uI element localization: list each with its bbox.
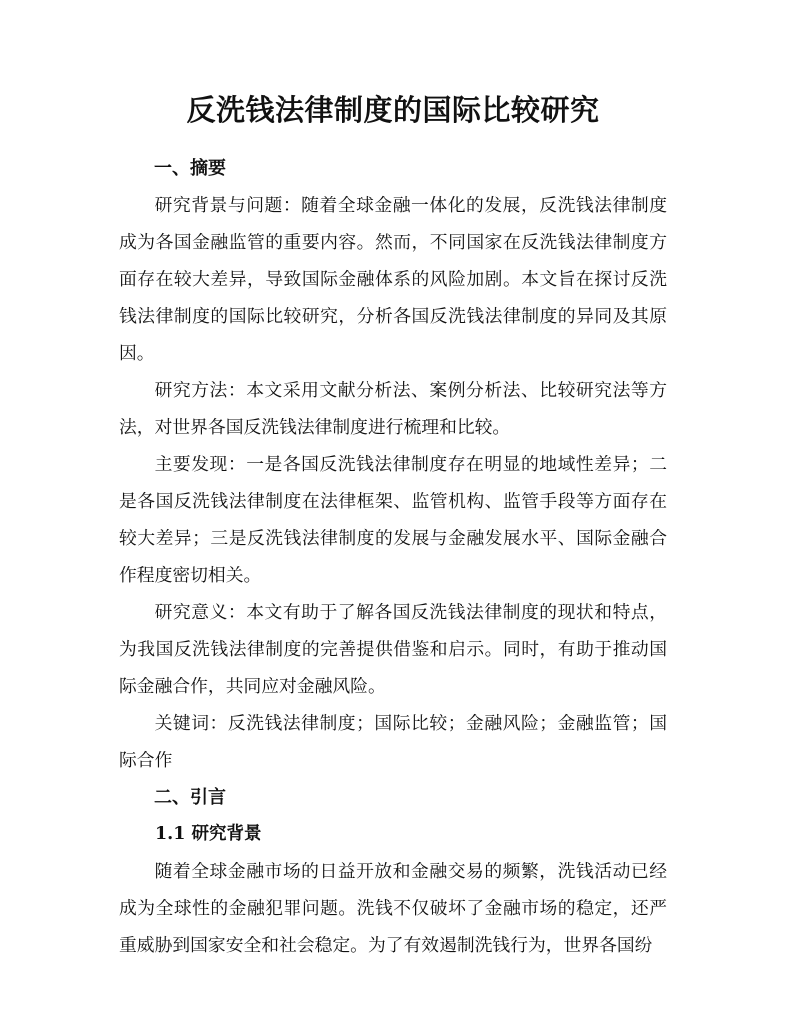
introduction-paragraph: 随着全球金融市场的日益开放和金融交易的频繁，洗钱活动已经成为全球性的金融犯罪问题。洗钱不仅破坏了金融市场的稳定，还严重威胁到国家安全和社会稳定。为了有效遏制洗钱行为，世界各国纷	[119, 861, 667, 956]
abstract-significance-paragraph: 研究意义：本文有助于了解各国反洗钱法律制度的现状和特点，为我国反洗钱法律制度的完善提供借鉴和启示。同时，有助于推动国际金融合作，共同应对金融风险。	[119, 602, 667, 697]
abstract-keywords-paragraph: 关键词：反洗钱法律制度；国际比较；金融风险；金融监管；国际合作	[119, 713, 667, 771]
abstract-methods-paragraph: 研究方法：本文采用文献分析法、案例分析法、比较研究法等方法，对世界各国反洗钱法律制度进行梳理和比较。	[119, 380, 667, 438]
section-heading-abstract: 一、摘要	[154, 158, 226, 179]
section-abstract	[119, 150, 667, 779]
section-heading-introduction: 二、引言	[154, 787, 226, 808]
abstract-findings-paragraph: 主要发现：一是各国反洗钱法律制度存在明显的地域性差异；二是各国反洗钱法律制度在法律框架、监管机构、监管手段等方面存在较大差异；三是反洗钱法律制度的发展与金融发展水平、国际金融合作程度密切相关。	[119, 454, 667, 586]
subsection-heading-research-background: 1.1 研究背景	[155, 824, 262, 844]
section-introduction	[119, 779, 667, 964]
abstract-background-paragraph: 研究背景与问题：随着全球金融一体化的发展，反洗钱法律制度成为各国金融监管的重要内容。然而，不同国家在反洗钱法律制度方面存在较大差异，导致国际金融体系的风险加剧。本文旨在探讨反洗钱法律制度的国际比较研究，分析各国反洗钱法律制度的异同及其原因。	[119, 195, 667, 364]
document-page	[119, 84, 667, 964]
document-title: 反洗钱法律制度的国际比较研究	[186, 93, 600, 127]
